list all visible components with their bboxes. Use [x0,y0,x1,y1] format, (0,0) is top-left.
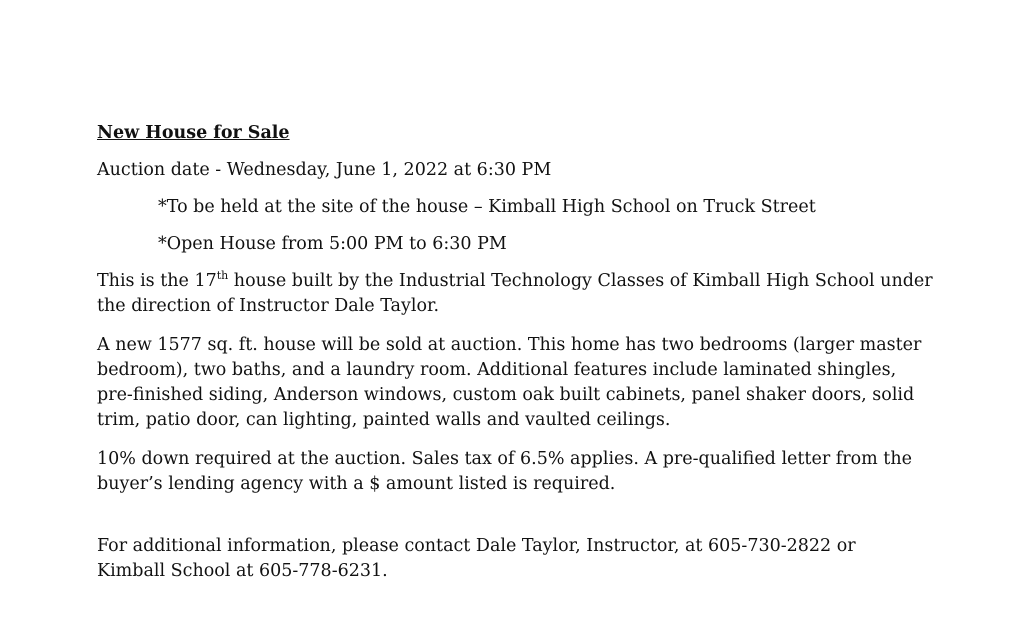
document-page [97,121,957,584]
features-paragraph [97,333,957,433]
features-line-2: bedroom), two baths, and a laundry room. Additional features include laminated shingles, [97,360,897,380]
contact-line-2: Kimball School at 605-778-6231. [97,561,388,581]
contact-line-1: For additional information, please contact Dale Taylor, Instructor, at 605-730-2822 or [97,536,856,556]
page-title: New House for Sale [97,123,290,143]
terms-line-2: buyer’s lending agency with a $ amount listed is required. [97,474,616,494]
terms-paragraph [97,447,957,497]
intro-paragraph [97,269,957,319]
intro-line-2: the direction of Instructor Dale Taylor. [97,296,440,316]
ordinal-suffix: th [216,269,229,283]
features-line-4: trim, patio door, can lighting, painted walls and vaulted ceilings. [97,410,671,430]
features-line-1: A new 1577 sq. ft. house will be sold at auction. This home has two bedrooms (larger master [97,335,922,355]
open-house-line: *Open House from 5:00 PM to 6:30 PM [158,234,507,254]
contact-paragraph [97,534,957,584]
intro-line-1-start: This is the 17 [97,271,217,291]
auction-date-line: Auction date - Wednesday, June 1, 2022 at 6:30 PM [97,160,552,180]
features-line-3: pre-finished siding, Anderson windows, custom oak built cabinets, panel shaker doors, solid [97,385,915,405]
intro-line-1-end: house built by the Industrial Technology Classes of Kimball High School under [228,271,933,291]
terms-line-1: 10% down required at the auction. Sales tax of 6.5% applies. A pre-qualified letter from the [97,449,912,469]
auction-site-line: *To be held at the site of the house – Kimball High School on Truck Street [158,197,816,217]
intro-line-1 [97,269,957,294]
